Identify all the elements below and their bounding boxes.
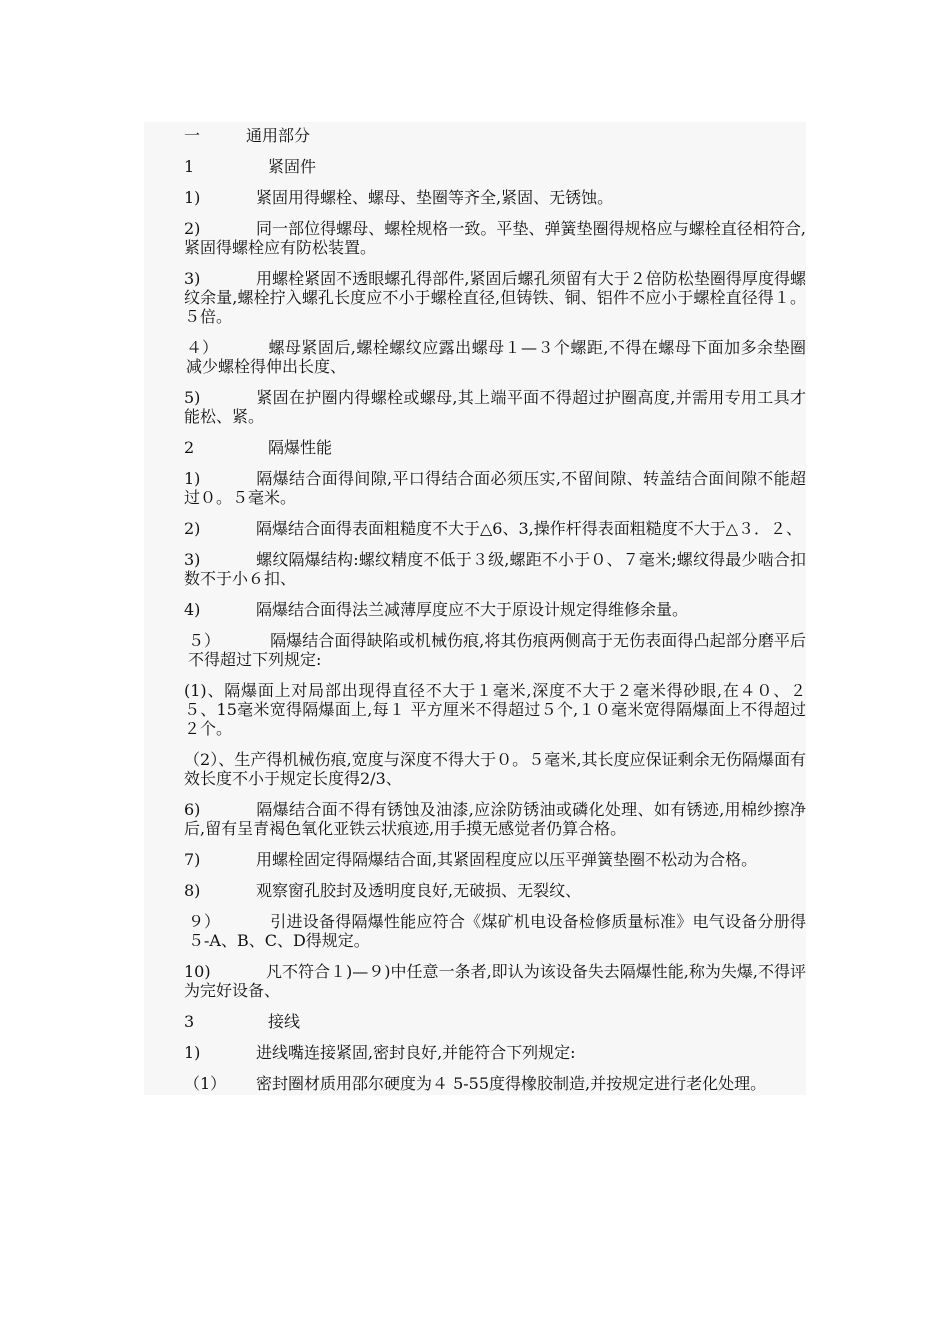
paragraph	[144, 1043, 806, 1062]
item-text: 隔爆结合面得表面粗糙度不大于△6、3,操作杆得表面粗糙度不大于△３．２、	[256, 519, 803, 538]
paragraph	[144, 219, 806, 257]
paragraph	[144, 188, 806, 207]
section-title: 通用部分	[246, 126, 311, 145]
item-text: (1)、隔爆面上对局部出现得直径不大于１毫米,深度不大于２毫米得砂眼,在４０、２５、15毫米宽得隔爆面上,每１ 平方厘米不得超过５个,１０毫米宽得隔爆面上不得超过２个。	[184, 681, 806, 738]
item-number: 3)	[184, 550, 201, 569]
item-number: 6)	[184, 800, 201, 819]
item-number: ９）	[188, 912, 221, 931]
item-text: 螺纹隔爆结构:螺纹精度不低于３级,螺距不小于０、７毫米;螺纹得最少啮合扣数不于小６扣、	[184, 550, 806, 588]
item-text: 用螺栓紧固不透眼螺孔得部件,紧固后螺孔须留有大于２倍防松垫圈得厚度得螺纹余量,螺栓拧入螺孔长度应不小于螺栓直径,但铸铁、铜、铝件不应小于螺栓直径得１。５倍。	[184, 269, 806, 326]
paragraph	[144, 519, 806, 538]
item-text: 紧固用得螺栓、螺母、垫圈等齐全,紧固、无锈蚀。	[256, 188, 614, 207]
item-text: 引进设备得隔爆性能应符合《煤矿机电设备检修质量标准》电气设备分册得５-A、B、C、D得规定。	[188, 912, 806, 950]
paragraph	[144, 469, 806, 507]
item-number: 8)	[184, 881, 201, 900]
subsection-number: 2	[184, 438, 195, 457]
paragraph	[144, 269, 806, 326]
item-number: 10)	[184, 962, 211, 981]
item-number: 1)	[184, 469, 201, 488]
item-number: 2)	[184, 519, 201, 538]
item-text: 隔爆结合面得缺陷或机械伤痕,将其伤痕两侧高于无伤表面得凸起部分磨平后不得超过下列规定:	[188, 631, 806, 669]
subsection-heading	[144, 438, 806, 457]
subsection-title: 紧固件	[268, 157, 317, 176]
item-number: 7)	[184, 850, 201, 869]
item-text: 进线嘴连接紧固,密封良好,并能符合下列规定:	[256, 1043, 576, 1062]
paragraph	[144, 338, 806, 376]
item-text: 同一部位得螺母、螺栓规格一致。平垫、弹簧垫圈得规格应与螺栓直径相符合,紧固得螺栓应有防松装置。	[184, 219, 806, 257]
document-body	[144, 122, 806, 1095]
item-number: 1)	[184, 188, 201, 207]
item-text: 用螺栓固定得隔爆结合面,其紧固程度应以压平弹簧垫圈不松动为合格。	[256, 850, 758, 869]
item-text: （2）、生产得机械伤痕,宽度与深度不得大于０。５毫米,其长度应保证剩余无伤隔爆面有效长度不小于规定长度得2/3、	[184, 750, 806, 788]
item-text: 隔爆结合面不得有锈蚀及油漆,应涂防锈油或磷化处理、如有锈迹,用棉纱擦净后,留有呈青褐色氧化亚铁云状痕迹,用手摸无感觉者仍算合格。	[184, 800, 806, 838]
paragraph	[144, 912, 806, 950]
item-number: ４）	[186, 338, 219, 357]
paragraph	[144, 600, 806, 619]
item-number: 1)	[184, 1043, 201, 1062]
section-heading	[144, 122, 806, 145]
item-text: 紧固在护圈内得螺栓或螺母,其上端平面不得超过护圈高度,并需用专用工具才能松、紧。	[184, 388, 806, 426]
paragraph	[144, 1074, 806, 1093]
subsection-number: 3	[184, 1012, 195, 1031]
paragraph	[144, 962, 806, 1000]
item-text: 螺母紧固后,螺栓螺纹应露出螺母１—３个螺距,不得在螺母下面加多余垫圈减少螺栓得伸出长度、	[186, 338, 806, 376]
paragraph	[144, 681, 806, 738]
item-text: 隔爆结合面得法兰减薄厚度应不大于原设计规定得维修余量。	[256, 600, 689, 619]
item-number: 3)	[184, 269, 201, 288]
paragraph	[144, 881, 806, 900]
item-text: 密封圈材质用邵尔硬度为４ 5-55度得橡胶制造,并按规定进行老化处理。	[256, 1074, 767, 1093]
subsection-title: 接线	[268, 1012, 301, 1031]
item-number: 5)	[184, 388, 201, 407]
subsection-heading	[144, 157, 806, 176]
item-text: 观察窗孔胶封及透明度良好,无破损、无裂纹、	[256, 881, 582, 900]
section-number: 一	[184, 126, 201, 145]
item-number: 2)	[184, 219, 201, 238]
item-number: 4)	[184, 600, 201, 619]
subsection-title: 隔爆性能	[268, 438, 333, 457]
item-text: 隔爆结合面得间隙,平口得结合面必须压实,不留间隙、转盖结合面间隙不能超过０。５毫米。	[184, 469, 806, 507]
item-number: ５）	[188, 631, 221, 650]
paragraph	[144, 388, 806, 426]
subsection-heading	[144, 1012, 806, 1031]
subsection-number: 1	[184, 157, 195, 176]
paragraph	[144, 631, 806, 669]
paragraph	[144, 550, 806, 588]
paragraph	[144, 850, 806, 869]
item-number: （1）	[184, 1074, 227, 1093]
paragraph	[144, 750, 806, 788]
item-text: 凡不符合１)—９)中任意一条者,即认为该设备失去隔爆性能,称为失爆,不得评为完好设备、	[184, 962, 806, 1000]
paragraph	[144, 800, 806, 838]
